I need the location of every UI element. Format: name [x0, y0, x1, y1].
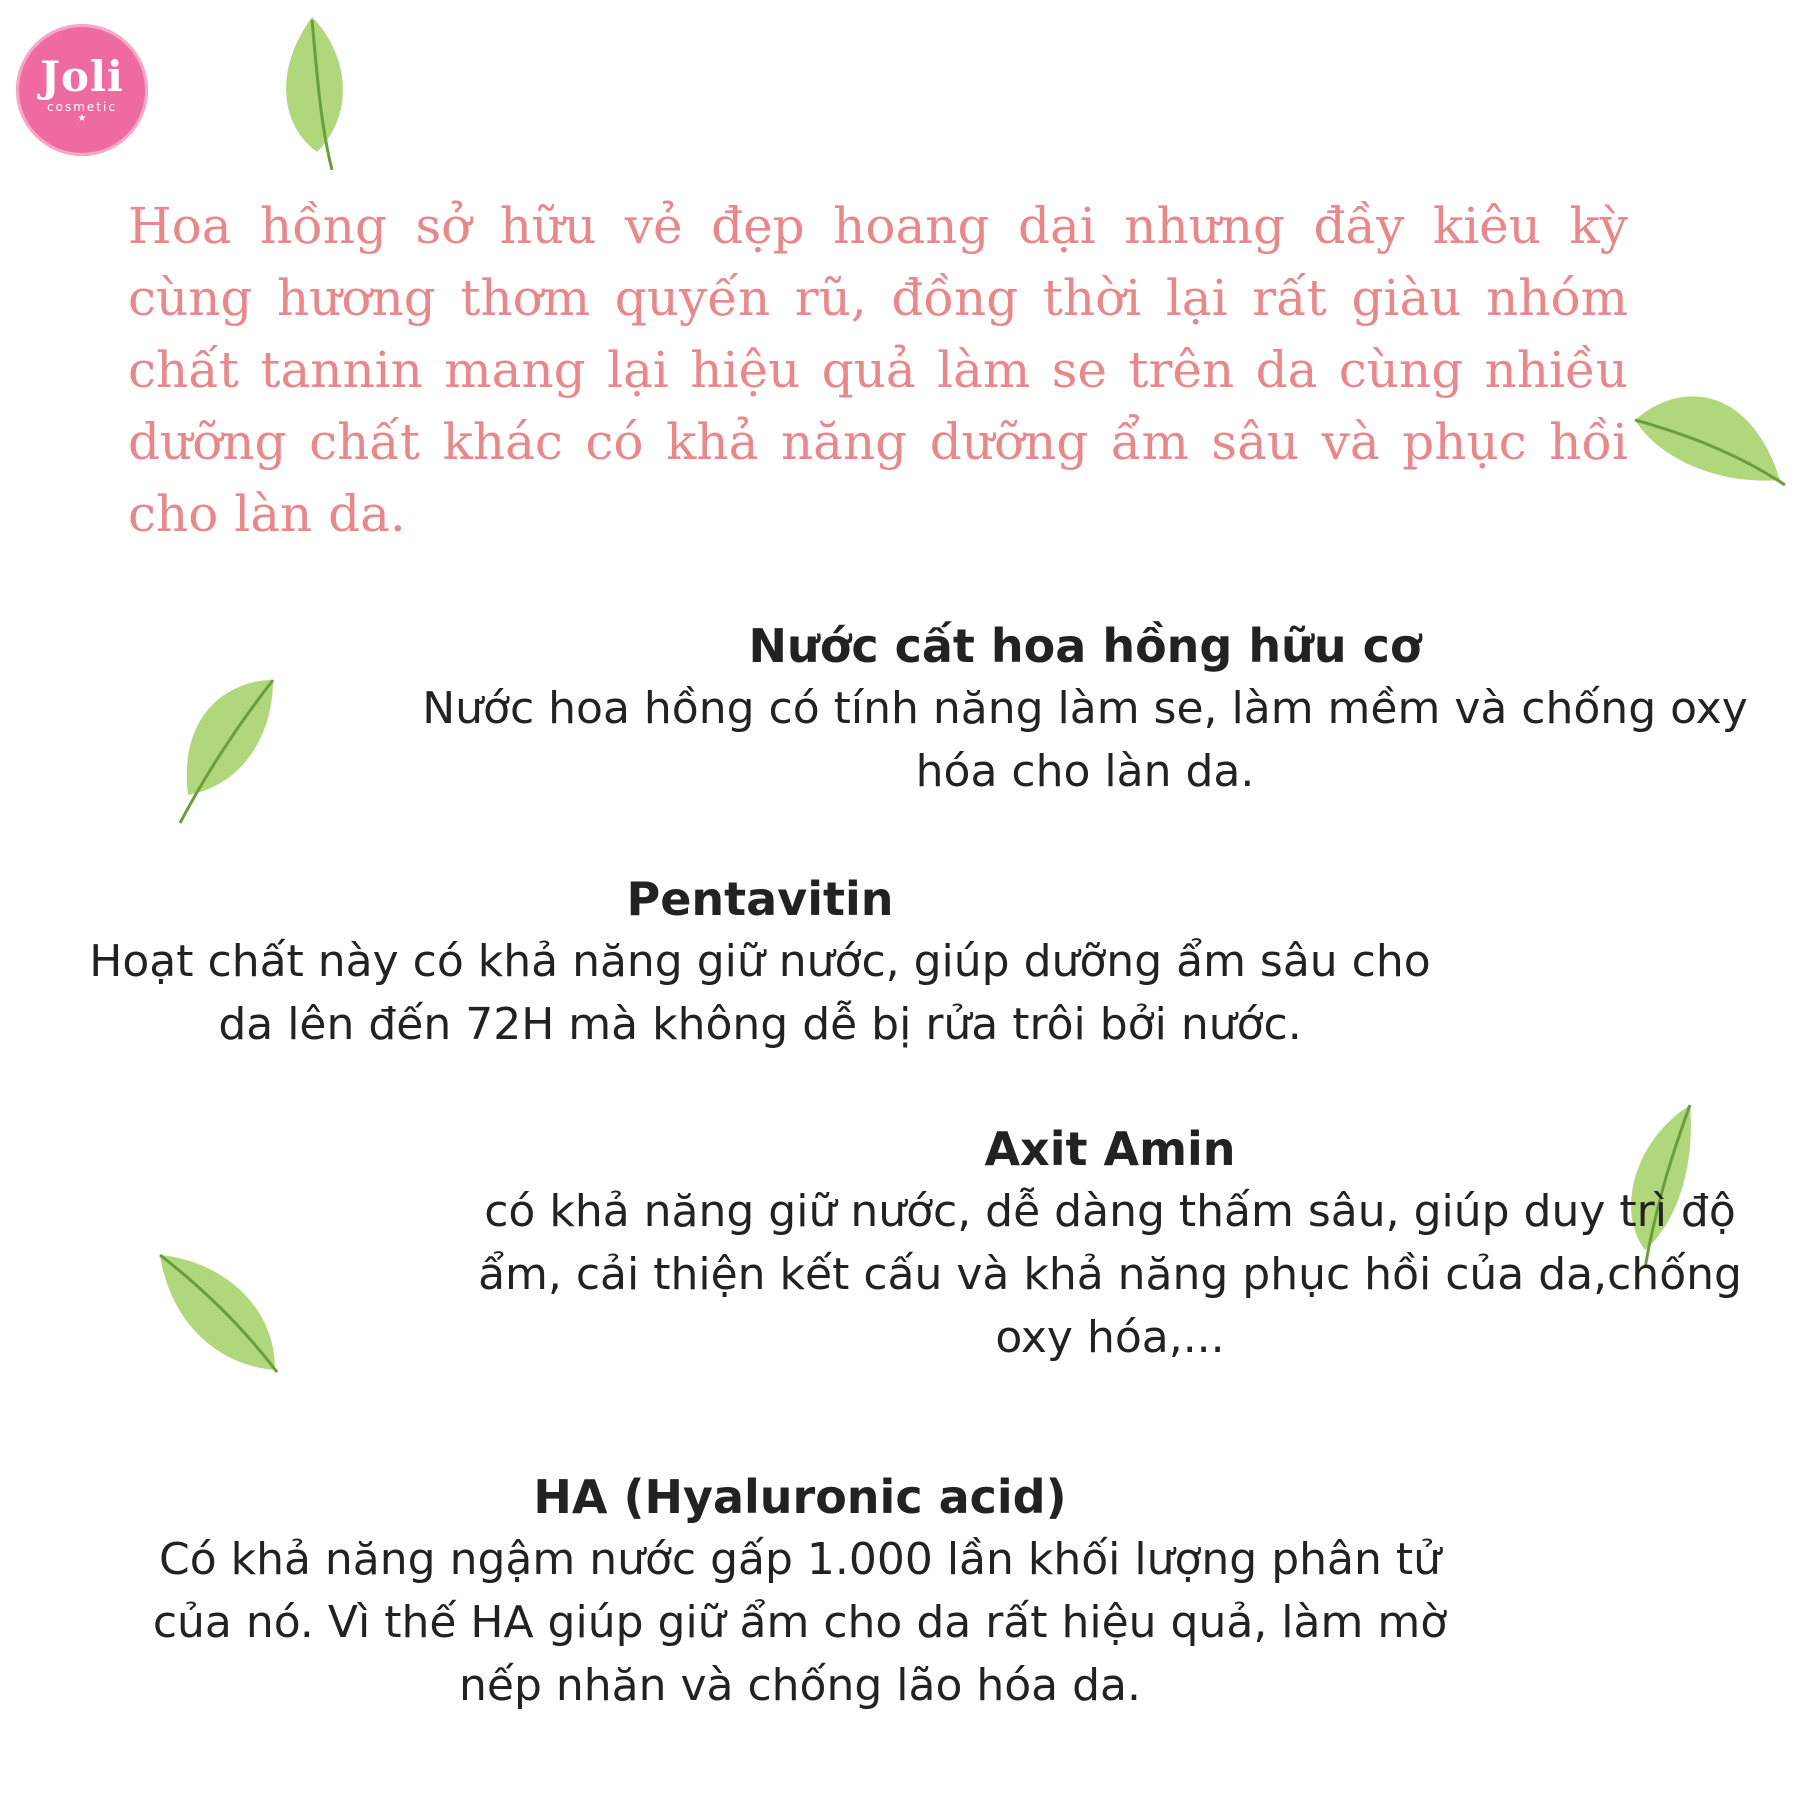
ingredient-section — [60, 868, 1460, 1056]
ingredient-title: Nước cất hoa hồng hữu cơ — [748, 619, 1422, 673]
ingredient-title: HA (Hyaluronic acid) — [533, 1470, 1067, 1524]
ingredient-section — [400, 615, 1770, 803]
brand-logo — [16, 24, 148, 156]
logo-wordmark: Joli — [40, 52, 124, 101]
ingredient-section — [150, 1466, 1450, 1717]
ingredient-description: có khả năng giữ nước, dễ dàng thấm sâu, giúp duy trì độ ẩm, cải thiện kết cấu và khả năng phục hồi của da,chống oxy hóa,... — [478, 1186, 1742, 1363]
ingredient-section — [460, 1118, 1760, 1369]
ingredient-description: Nước hoa hồng có tính năng làm se, làm mềm và chống oxy hóa cho làn da. — [422, 683, 1748, 797]
leaf-icon — [155, 1250, 285, 1375]
ingredient-title: Axit Amin — [984, 1122, 1236, 1176]
leaf-icon — [168, 675, 278, 825]
star-icon: ★ — [77, 113, 87, 124]
ingredient-title: Pentavitin — [626, 872, 894, 926]
intro-paragraph: Hoa hồng sở hữu vẻ đẹp hoang dại nhưng đầy kiêu kỳ cùng hương thơm quyến rũ, đồng thời lại rất giàu nhóm chất tannin mang lại hiệu quả làm se trên da cùng nhiều dưỡng chất khác có khả năng dưỡng ẩm sâu và phục hồi cho làn da. — [128, 197, 1628, 543]
leaf-icon — [262, 12, 362, 172]
logo-tagline: cosmetic — [47, 100, 117, 114]
ingredient-description: Có khả năng ngậm nước gấp 1.000 lần khối lượng phân tử của nó. Vì thế HA giúp giữ ẩm cho da rất hiệu quả, làm mờ nếp nhăn và chống lão hóa da. — [152, 1534, 1448, 1711]
ingredient-description: Hoạt chất này có khả năng giữ nước, giúp dưỡng ẩm sâu cho da lên đến 72H mà không dễ bị rửa trôi bởi nước. — [89, 936, 1431, 1050]
leaf-icon — [1630, 380, 1790, 490]
